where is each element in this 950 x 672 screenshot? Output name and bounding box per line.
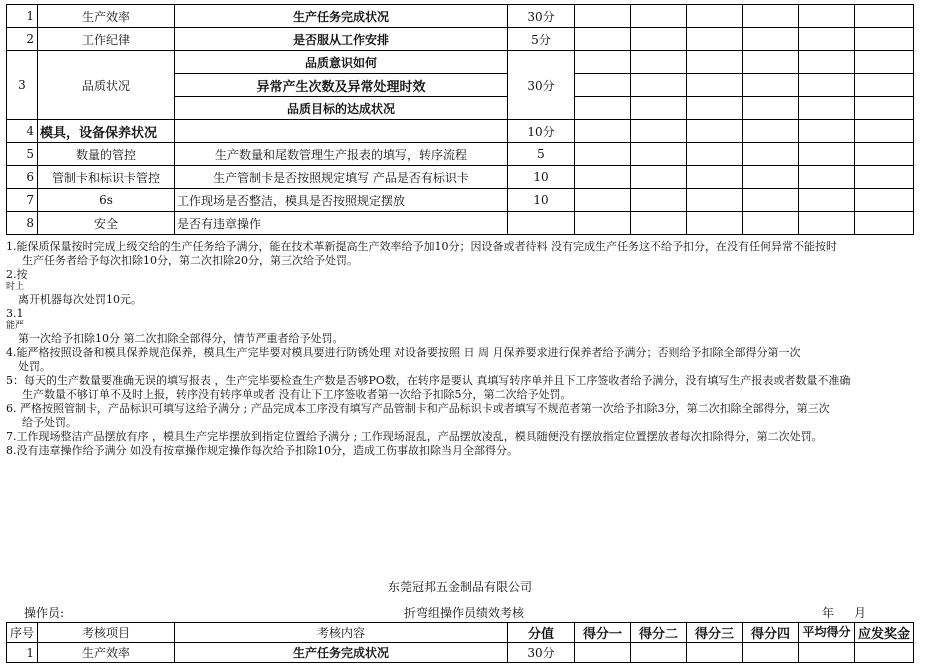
score-cell[interactable]: [687, 120, 743, 143]
score-cell[interactable]: [799, 643, 855, 663]
score-cell[interactable]: [687, 51, 743, 74]
score-cell[interactable]: [575, 143, 631, 166]
score-cell[interactable]: [799, 212, 855, 235]
row-number: 3: [7, 51, 38, 120]
note-2: 2.按: [6, 268, 28, 281]
note-2-fragment: 时上: [6, 282, 25, 292]
score-cell[interactable]: [575, 120, 631, 143]
header-score-3: 得分三: [687, 623, 743, 643]
header-content: 考核内容: [175, 623, 508, 643]
score-cell[interactable]: [855, 189, 914, 212]
score-cell[interactable]: [631, 643, 687, 663]
table-row: [7, 166, 914, 189]
score-cell[interactable]: [855, 120, 914, 143]
header-score-2: 得分二: [631, 623, 687, 643]
assessment-content: 品质目标的达成状况: [175, 97, 508, 120]
note-1: 1.能保质保量按时完成上级交给的生产任务给予满分，能在技术革新提高生产效率给予加10分；因设备或者待料 没有完成生产任务这不给予扣分，在没有任何异常不能按时: [6, 240, 837, 253]
score-cell[interactable]: [743, 28, 799, 51]
header-average: 平均得分: [799, 623, 855, 643]
note-1-cont: 生产任务者给予每次扣除10分，第二次扣除20分，第三次给予处罚。: [22, 254, 358, 267]
table-row: [7, 212, 914, 235]
score-value: 5: [508, 143, 575, 166]
note-4: 4.能严格按照设备和模具保养规范保养，模具生产完毕要对模具要进行防锈处理 对设备要按照 日 周 月保养要求进行保养者给予满分；否则给予扣除全部得分第一次: [6, 346, 801, 359]
score-cell[interactable]: [687, 97, 743, 120]
assessment-content: 品质意识如何: [175, 51, 508, 74]
assessment-content: 工作现场是否整洁，模具是否按照规定摆放: [175, 189, 508, 212]
score-cell[interactable]: [855, 51, 914, 74]
header-score-1: 得分一: [575, 623, 631, 643]
header-score-4: 得分四: [743, 623, 799, 643]
form-title: 折弯组操作员绩效考核: [404, 606, 525, 620]
year-label: 年: [822, 606, 835, 620]
score-cell[interactable]: [743, 5, 799, 28]
score-cell[interactable]: [631, 189, 687, 212]
assessment-content: 异常产生次数及异常处理时效: [175, 74, 508, 97]
score-cell[interactable]: [575, 643, 631, 663]
score-cell[interactable]: [631, 212, 687, 235]
assessment-table-header: [6, 622, 914, 663]
assessment-item: 管制卡和标识卡管控: [38, 166, 175, 189]
note-5: 5：每天的生产数量要准确无误的填写报表 ，生产完毕要检查生产数是否够PO数，在转序是要认 真填写转序单并且下工序签收者给予满分，没有填写生产报表或者数量不准确: [6, 374, 851, 387]
table-row: [7, 28, 914, 51]
score-value: 5分: [508, 28, 575, 51]
score-cell[interactable]: [743, 189, 799, 212]
score-cell[interactable]: [799, 51, 855, 74]
score-cell[interactable]: [575, 28, 631, 51]
table-row: [7, 120, 914, 143]
row-number: 1: [7, 5, 38, 28]
score-cell[interactable]: [687, 189, 743, 212]
score-cell[interactable]: [799, 120, 855, 143]
assessment-item: 工作纪律: [38, 28, 175, 51]
score-cell[interactable]: [855, 97, 914, 120]
assessment-table-top: [6, 4, 914, 235]
row-number: 6: [7, 166, 38, 189]
header-bonus: 应发奖金: [855, 623, 914, 643]
score-cell[interactable]: [799, 143, 855, 166]
score-cell[interactable]: [743, 143, 799, 166]
assessment-content: 生产任务完成状况: [175, 643, 508, 663]
score-cell[interactable]: [631, 97, 687, 120]
assessment-content: 生产任务完成状况: [175, 5, 508, 28]
score-cell[interactable]: [631, 120, 687, 143]
score-cell[interactable]: [631, 143, 687, 166]
row-number: 2: [7, 28, 38, 51]
score-cell[interactable]: [687, 28, 743, 51]
score-value: 10分: [508, 120, 575, 143]
score-cell[interactable]: [743, 74, 799, 97]
score-cell[interactable]: [799, 74, 855, 97]
scoring-notes: [6, 240, 916, 458]
score-value: 30分: [508, 643, 575, 663]
score-value: 10: [508, 189, 575, 212]
score-cell[interactable]: [575, 74, 631, 97]
assessment-item: 品质状况: [38, 51, 175, 120]
row-number: 8: [7, 212, 38, 235]
header-no: 序号: [7, 623, 38, 643]
score-cell[interactable]: [743, 643, 799, 663]
score-cell[interactable]: [743, 120, 799, 143]
score-value: 10: [508, 166, 575, 189]
row-number: 4: [7, 120, 38, 143]
table-row: [7, 51, 914, 74]
row-number: 7: [7, 189, 38, 212]
score-value: [508, 212, 575, 235]
assessment-content: 是否有违章操作: [175, 212, 508, 235]
row-number: 5: [7, 143, 38, 166]
header-item: 考核项目: [38, 623, 175, 643]
score-cell[interactable]: [575, 97, 631, 120]
note-3: 3.1: [6, 307, 24, 320]
score-cell[interactable]: [799, 166, 855, 189]
score-cell[interactable]: [687, 143, 743, 166]
table-row: [7, 5, 914, 28]
score-cell[interactable]: [575, 212, 631, 235]
score-cell[interactable]: [575, 5, 631, 28]
assessment-content: [175, 120, 508, 143]
operator-label: 操作员:: [24, 606, 65, 620]
score-cell[interactable]: [743, 166, 799, 189]
row-number: 1: [7, 643, 38, 663]
score-cell[interactable]: [687, 5, 743, 28]
month-label: 月: [854, 606, 867, 620]
assessment-item: 数量的管控: [38, 143, 175, 166]
assessment-item: 模具，设备保养状况: [38, 120, 175, 143]
score-value: 30分: [508, 5, 575, 28]
assessment-content: 生产管制卡是否按照规定填写 产品是否有标识卡: [175, 166, 508, 189]
score-cell[interactable]: [799, 28, 855, 51]
company-name: 东莞冠邦五金制品有限公司: [387, 580, 532, 594]
assessment-item: 生产效率: [38, 5, 175, 28]
score-cell[interactable]: [855, 28, 914, 51]
score-cell[interactable]: [799, 5, 855, 28]
note-3-fragment: 能严: [6, 321, 25, 331]
score-cell[interactable]: [799, 97, 855, 120]
score-cell[interactable]: [687, 166, 743, 189]
score-cell[interactable]: [631, 166, 687, 189]
score-cell[interactable]: [799, 189, 855, 212]
table-row: [7, 189, 914, 212]
score-cell[interactable]: [631, 74, 687, 97]
score-cell[interactable]: [687, 643, 743, 663]
note-4-cont: 处罚。: [18, 360, 51, 373]
note-6-cont: 给予处罚。: [22, 416, 77, 429]
score-cell[interactable]: [855, 212, 914, 235]
assessment-item: 6s: [38, 189, 175, 212]
score-cell[interactable]: [855, 643, 914, 663]
score-cell[interactable]: [687, 74, 743, 97]
table-row: [7, 643, 914, 663]
note-6: 6. 严格按照管制卡，产品标识可填写这给予满分 ; 产品完成本工序没有填写产品管制卡和产品标识卡或者填写不规范者第一次给予扣除3分，第二次扣除全部得分，第三次: [6, 402, 830, 415]
score-cell[interactable]: [687, 212, 743, 235]
score-value: 30分: [508, 51, 575, 120]
score-cell[interactable]: [855, 166, 914, 189]
score-cell[interactable]: [743, 51, 799, 74]
assessment-item: 安全: [38, 212, 175, 235]
score-cell[interactable]: [575, 166, 631, 189]
score-cell[interactable]: [631, 5, 687, 28]
note-2-cont: 离开机器每次处罚10元。: [18, 293, 142, 306]
score-cell[interactable]: [855, 143, 914, 166]
table-row: [7, 143, 914, 166]
header-row: [7, 623, 914, 643]
score-cell[interactable]: [631, 28, 687, 51]
score-cell[interactable]: [743, 97, 799, 120]
assessment-content: 是否服从工作安排: [175, 28, 508, 51]
score-cell[interactable]: [855, 74, 914, 97]
header-score: 分值: [508, 623, 575, 643]
note-7: 7.工作现场整洁产品摆放有序 ，模具生产完毕摆放到指定位置给予满分 ; 工作现场混乱，产品摆放凌乱，模具随便没有摆放指定位置摆放者每次扣除得分，第二次处罚。: [6, 430, 823, 443]
note-3-cont: 第一次给予扣除10分 第二次扣除全部得分，情节严重者给予处罚。: [18, 332, 344, 345]
score-cell[interactable]: [743, 212, 799, 235]
score-cell[interactable]: [855, 5, 914, 28]
score-cell[interactable]: [575, 189, 631, 212]
assessment-content: 生产数量和尾数管理生产报表的填写，转序流程: [175, 143, 508, 166]
score-cell[interactable]: [631, 51, 687, 74]
note-8: 8.没有违章操作给予满分 如没有按章操作规定操作每次给予扣除10分，造成工伤事故扣除当月全部得分。: [6, 444, 518, 457]
score-cell[interactable]: [575, 51, 631, 74]
note-5-cont: 生产数量不够订单不及时上报，转序没有转序单或者 没有让下工序签收者第一次给予扣除5分，第二次给予处罚。: [22, 388, 572, 401]
assessment-item: 生产效率: [38, 643, 175, 663]
